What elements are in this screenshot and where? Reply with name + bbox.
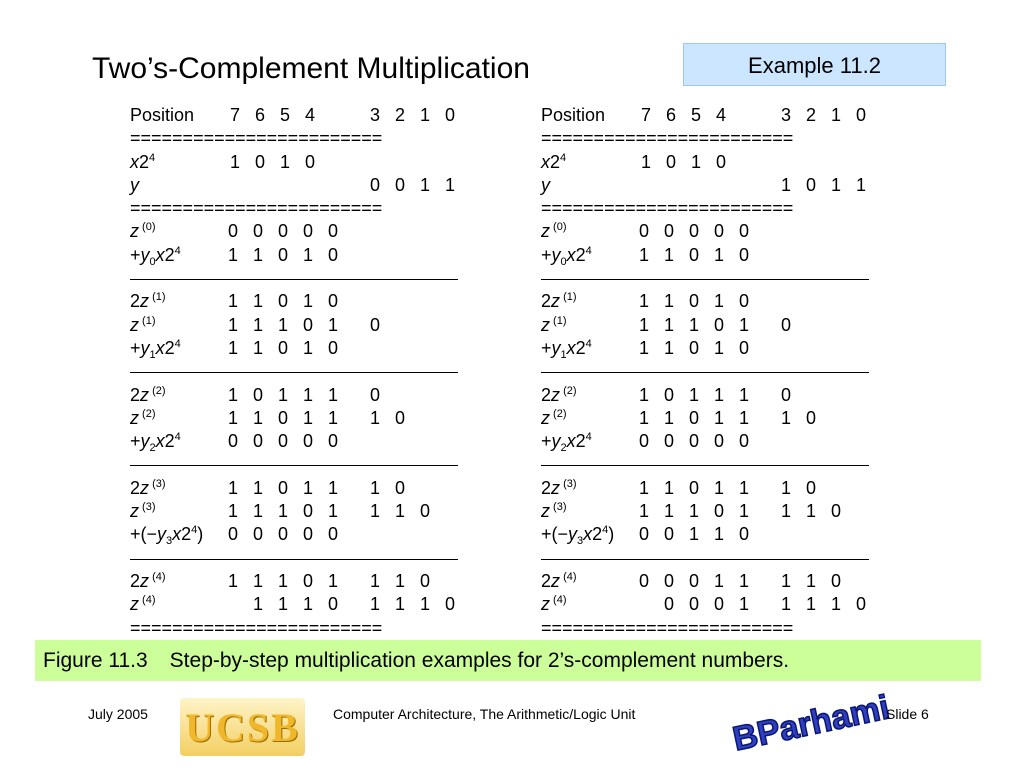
multiplier-bit: 0 xyxy=(369,174,380,195)
z0-label: z $^{(0)}$ xyxy=(541,221,567,242)
figure-number: Figure 11.3 xyxy=(43,649,148,672)
twice-z2-bit: 1 xyxy=(688,384,699,405)
twice-z2-label: 2z $^{(2)}$ xyxy=(130,384,166,405)
z4-bit: 1 xyxy=(738,594,749,615)
twice-z3-bit: 1 xyxy=(252,477,263,498)
z2-bit: 1 xyxy=(713,407,724,428)
minus-y3x-label: $+(-y_3x2^4)$ xyxy=(541,524,615,548)
z1-row xyxy=(130,314,470,337)
double-rule-row xyxy=(541,617,881,640)
double-rule: ======================== xyxy=(541,128,794,149)
z2-label: z $^{(2)}$ xyxy=(541,407,567,428)
twice-z4-bit: 1 xyxy=(227,570,238,591)
twice-z2-bit: 0 xyxy=(663,384,674,405)
twice-z4-bit: 1 xyxy=(369,570,380,591)
author-signature-logo xyxy=(725,688,893,762)
y1x-bit: 1 xyxy=(638,337,649,358)
position-number: 5 xyxy=(279,105,290,125)
y1x-row xyxy=(130,337,470,360)
z3-bit: 0 xyxy=(419,501,430,522)
separator-line xyxy=(541,279,869,280)
z1-bit: 1 xyxy=(688,314,699,335)
twice-z4-row xyxy=(541,570,881,593)
twice-z4-bit: 1 xyxy=(252,570,263,591)
y0x-label: $+y_0x2^4$ xyxy=(541,244,592,268)
double-rule: ======================== xyxy=(130,617,383,638)
twice-z3-row xyxy=(541,477,881,500)
slide-title: Two’s-Complement Multiplication xyxy=(92,52,530,85)
y1x-label: $+y_1x2^4$ xyxy=(541,337,592,361)
position-label: Position xyxy=(541,105,606,125)
z2-bit: 1 xyxy=(327,407,338,428)
multiplier-bit: 0 xyxy=(394,174,405,195)
ucsb-logo-text: UCSB xyxy=(185,705,300,750)
z0-bit: 0 xyxy=(327,221,338,242)
z4-bit: 1 xyxy=(277,594,288,615)
position-number: 1 xyxy=(419,105,430,125)
z3-bit: 1 xyxy=(688,501,699,522)
minus-y3x-row xyxy=(541,523,881,546)
twice-z3-bit: 1 xyxy=(302,477,313,498)
twice-z1-row xyxy=(130,290,470,313)
multiplier-bit: 1 xyxy=(444,174,455,195)
example-label-box xyxy=(683,43,946,86)
twice-z2-bit: 1 xyxy=(638,384,649,405)
double-rule-row xyxy=(541,197,881,220)
twice-z2-bit: 1 xyxy=(738,384,749,405)
twice-z3-bit: 0 xyxy=(277,477,288,498)
multiplicand-bit: 0 xyxy=(665,151,676,172)
y2x-bit: 0 xyxy=(227,431,238,452)
z0-row xyxy=(541,220,881,243)
z2-bit: 0 xyxy=(394,407,405,428)
z3-bit: 1 xyxy=(805,501,816,522)
z0-bit: 0 xyxy=(638,221,649,242)
y0x-bit: 1 xyxy=(302,244,313,265)
position-number: 3 xyxy=(780,105,791,125)
signature-text: BParhami xyxy=(729,688,893,759)
right-multiplication-panel xyxy=(541,104,881,640)
z3-bit: 1 xyxy=(780,501,791,522)
position-number: 2 xyxy=(805,105,816,125)
y2x-bit: 0 xyxy=(688,431,699,452)
multiplicand-bit: 1 xyxy=(690,151,701,172)
y0x-row xyxy=(130,244,470,267)
z3-bit: 1 xyxy=(369,501,380,522)
minus-y3x-bit: 0 xyxy=(327,524,338,545)
z1-bit: 1 xyxy=(277,314,288,335)
z0-bit: 0 xyxy=(252,221,263,242)
twice-z3-row xyxy=(130,477,470,500)
separator-line xyxy=(541,372,869,373)
y1x-bit: 1 xyxy=(663,337,674,358)
multiplicand-row xyxy=(541,151,881,174)
y0x-label: $+y_0x2^4$ xyxy=(130,244,181,268)
twice-z4-label: 2z $^{(4)}$ xyxy=(130,570,166,591)
twice-z3-bit: 1 xyxy=(327,477,338,498)
z4-row xyxy=(541,593,881,616)
multiplier-bit: 1 xyxy=(780,174,791,195)
twice-z1-bit: 0 xyxy=(327,291,338,312)
z3-bit: 1 xyxy=(663,501,674,522)
z0-bit: 0 xyxy=(227,221,238,242)
y1x-bit: 0 xyxy=(327,337,338,358)
z0-bit: 0 xyxy=(738,221,749,242)
separator-line xyxy=(130,559,458,560)
y1x-bit: 0 xyxy=(738,337,749,358)
z1-bit: 1 xyxy=(252,314,263,335)
z1-label: z $^{(1)}$ xyxy=(541,314,567,335)
y2x-bit: 0 xyxy=(252,431,263,452)
multiplicand-row xyxy=(130,151,470,174)
separator-row xyxy=(130,267,470,290)
twice-z3-bit: 0 xyxy=(394,477,405,498)
footer-date: July 2005 xyxy=(88,706,148,722)
z3-bit: 0 xyxy=(713,501,724,522)
y0x-bit: 1 xyxy=(663,244,674,265)
separator-line xyxy=(130,372,458,373)
y2x-bit: 0 xyxy=(327,431,338,452)
z2-label: z $^{(2)}$ xyxy=(130,407,156,428)
y2x-bit: 0 xyxy=(738,431,749,452)
position-number: 7 xyxy=(640,105,651,125)
separator-line xyxy=(541,559,869,560)
z0-bit: 0 xyxy=(713,221,724,242)
z0-bit: 0 xyxy=(688,221,699,242)
z2-bit: 1 xyxy=(369,407,380,428)
twice-z1-row xyxy=(541,290,881,313)
twice-z3-label: 2z $^{(3)}$ xyxy=(541,477,577,498)
twice-z4-bit: 1 xyxy=(738,570,749,591)
y2x-bit: 0 xyxy=(302,431,313,452)
double-rule: ======================== xyxy=(541,198,794,219)
z3-row xyxy=(541,500,881,523)
y0x-bit: 1 xyxy=(252,244,263,265)
twice-z2-label: 2z $^{(2)}$ xyxy=(541,384,577,405)
twice-z3-bit: 1 xyxy=(369,477,380,498)
y2x-bit: 0 xyxy=(638,431,649,452)
z4-bit: 1 xyxy=(780,594,791,615)
z0-bit: 0 xyxy=(277,221,288,242)
multiplier-label: y xyxy=(541,174,550,195)
twice-z2-bit: 0 xyxy=(369,384,380,405)
z3-bit: 1 xyxy=(327,501,338,522)
multiplier-bit: 0 xyxy=(805,174,816,195)
separator-line xyxy=(130,279,458,280)
position-number: 0 xyxy=(444,105,455,125)
twice-z1-bit: 1 xyxy=(302,291,313,312)
minus-y3x-bit: 0 xyxy=(277,524,288,545)
y0x-bit: 1 xyxy=(638,244,649,265)
separator-row xyxy=(541,267,881,290)
multiplier-bit: 1 xyxy=(830,174,841,195)
z2-bit: 1 xyxy=(227,407,238,428)
z3-bit: 1 xyxy=(252,501,263,522)
twice-z2-row xyxy=(130,384,470,407)
z2-bit: 0 xyxy=(805,407,816,428)
z4-bit: 0 xyxy=(444,594,455,615)
multiplier-row xyxy=(541,174,881,197)
z4-bit: 0 xyxy=(663,594,674,615)
twice-z4-bit: 0 xyxy=(663,570,674,591)
position-header-row xyxy=(130,104,470,127)
z4-bit: 0 xyxy=(855,594,866,615)
twice-z2-bit: 1 xyxy=(277,384,288,405)
twice-z2-bit: 1 xyxy=(327,384,338,405)
twice-z1-label: 2z $^{(1)}$ xyxy=(541,291,577,312)
multiplicand-bit: 1 xyxy=(229,151,240,172)
z1-bit: 0 xyxy=(369,314,380,335)
twice-z2-bit: 0 xyxy=(780,384,791,405)
z4-bit: 1 xyxy=(252,594,263,615)
position-number: 7 xyxy=(229,105,240,125)
twice-z4-bit: 0 xyxy=(830,570,841,591)
twice-z1-bit: 1 xyxy=(227,291,238,312)
z3-bit: 1 xyxy=(227,501,238,522)
multiplicand-label: $x2^4$ xyxy=(130,151,156,172)
z4-bit: 1 xyxy=(394,594,405,615)
z1-bit: 1 xyxy=(738,314,749,335)
z3-label: z $^{(3)}$ xyxy=(130,501,156,522)
z2-bit: 1 xyxy=(302,407,313,428)
z4-bit: 1 xyxy=(805,594,816,615)
y1x-bit: 0 xyxy=(688,337,699,358)
z2-row xyxy=(541,407,881,430)
minus-y3x-bit: 0 xyxy=(252,524,263,545)
twice-z1-bit: 0 xyxy=(688,291,699,312)
z1-bit: 0 xyxy=(302,314,313,335)
y0x-bit: 0 xyxy=(327,244,338,265)
position-label: Position xyxy=(130,105,195,125)
footer-slide-number: Slide 6 xyxy=(886,706,929,722)
double-rule: ======================== xyxy=(130,128,383,149)
y0x-bit: 0 xyxy=(738,244,749,265)
twice-z2-bit: 0 xyxy=(252,384,263,405)
multiplicand-bit: 0 xyxy=(254,151,265,172)
minus-y3x-label: $+(-y_3x2^4)$ xyxy=(130,524,204,548)
y1x-bit: 1 xyxy=(713,337,724,358)
z4-row xyxy=(130,593,470,616)
z0-row xyxy=(130,220,470,243)
minus-y3x-bit: 0 xyxy=(227,524,238,545)
z2-bit: 1 xyxy=(638,407,649,428)
minus-y3x-bit: 0 xyxy=(638,524,649,545)
y1x-row xyxy=(541,337,881,360)
separator-row xyxy=(130,453,470,476)
minus-y3x-bit: 0 xyxy=(302,524,313,545)
z4-bit: 1 xyxy=(302,594,313,615)
twice-z3-bit: 1 xyxy=(738,477,749,498)
z3-row xyxy=(130,500,470,523)
z3-bit: 1 xyxy=(738,501,749,522)
multiplicand-bit: 0 xyxy=(304,151,315,172)
position-number: 4 xyxy=(715,105,726,125)
position-number: 6 xyxy=(254,105,265,125)
multiplier-bit: 1 xyxy=(419,174,430,195)
twice-z4-bit: 1 xyxy=(713,570,724,591)
ucsb-logo xyxy=(180,698,305,756)
z0-bit: 0 xyxy=(302,221,313,242)
z2-bit: 0 xyxy=(688,407,699,428)
y1x-bit: 1 xyxy=(252,337,263,358)
multiplier-bit: 1 xyxy=(855,174,866,195)
double-rule-row xyxy=(541,127,881,150)
twice-z3-bit: 1 xyxy=(780,477,791,498)
figure-caption-text: Step-by-step multiplication examples for 2’s-complement numbers. xyxy=(169,649,790,672)
twice-z2-bit: 1 xyxy=(302,384,313,405)
twice-z3-bit: 1 xyxy=(227,477,238,498)
z1-label: z $^{(1)}$ xyxy=(130,314,156,335)
y1x-bit: 1 xyxy=(227,337,238,358)
position-header-row xyxy=(541,104,881,127)
position-number: 0 xyxy=(855,105,866,125)
twice-z3-bit: 0 xyxy=(688,477,699,498)
z4-bit: 1 xyxy=(419,594,430,615)
position-number: 1 xyxy=(830,105,841,125)
twice-z3-bit: 1 xyxy=(638,477,649,498)
y0x-row xyxy=(541,244,881,267)
z3-bit: 0 xyxy=(830,501,841,522)
y0x-bit: 1 xyxy=(713,244,724,265)
double-rule-row xyxy=(130,197,470,220)
z0-label: z $^{(0)}$ xyxy=(130,221,156,242)
z4-bit: 0 xyxy=(327,594,338,615)
z4-bit: 0 xyxy=(688,594,699,615)
minus-y3x-bit: 1 xyxy=(713,524,724,545)
twice-z4-bit: 1 xyxy=(277,570,288,591)
twice-z4-bit: 0 xyxy=(688,570,699,591)
twice-z3-label: 2z $^{(3)}$ xyxy=(130,477,166,498)
z4-bit: 1 xyxy=(830,594,841,615)
y2x-label: $+y_2x2^4$ xyxy=(130,431,181,455)
separator-row xyxy=(541,360,881,383)
z4-label: z $^{(4)}$ xyxy=(541,594,567,615)
double-rule: ======================== xyxy=(130,198,383,219)
y1x-bit: 0 xyxy=(277,337,288,358)
twice-z1-bit: 1 xyxy=(638,291,649,312)
twice-z1-bit: 0 xyxy=(277,291,288,312)
minus-y3x-bit: 0 xyxy=(663,524,674,545)
example-label: Example 11.2 xyxy=(748,53,881,78)
z2-row xyxy=(130,407,470,430)
twice-z1-bit: 1 xyxy=(713,291,724,312)
twice-z2-row xyxy=(541,384,881,407)
position-number: 2 xyxy=(394,105,405,125)
z2-bit: 1 xyxy=(252,407,263,428)
z3-label: z $^{(3)}$ xyxy=(541,501,567,522)
twice-z4-bit: 0 xyxy=(419,570,430,591)
separator-line xyxy=(541,465,869,466)
minus-y3x-bit: 0 xyxy=(738,524,749,545)
y0x-bit: 0 xyxy=(277,244,288,265)
twice-z3-bit: 0 xyxy=(805,477,816,498)
twice-z4-bit: 1 xyxy=(327,570,338,591)
separator-row xyxy=(130,547,470,570)
position-number: 5 xyxy=(690,105,701,125)
y2x-label: $+y_2x2^4$ xyxy=(541,431,592,455)
twice-z2-bit: 1 xyxy=(227,384,238,405)
twice-z2-bit: 1 xyxy=(713,384,724,405)
separator-row xyxy=(541,547,881,570)
twice-z1-bit: 0 xyxy=(738,291,749,312)
figure-caption xyxy=(35,640,981,681)
twice-z3-bit: 1 xyxy=(663,477,674,498)
z3-bit: 1 xyxy=(638,501,649,522)
y2x-row xyxy=(130,430,470,453)
multiplier-row xyxy=(130,174,470,197)
footer-course-title: Computer Architecture, The Arithmetic/Logic Unit xyxy=(333,706,636,722)
z2-bit: 1 xyxy=(663,407,674,428)
twice-z1-bit: 1 xyxy=(663,291,674,312)
position-number: 3 xyxy=(369,105,380,125)
minus-y3x-row xyxy=(130,523,470,546)
y0x-bit: 1 xyxy=(227,244,238,265)
twice-z4-label: 2z $^{(4)}$ xyxy=(541,570,577,591)
twice-z1-bit: 1 xyxy=(252,291,263,312)
multiplier-label: y xyxy=(130,174,139,195)
z1-bit: 1 xyxy=(327,314,338,335)
z1-row xyxy=(541,314,881,337)
z4-label: z $^{(4)}$ xyxy=(130,594,156,615)
minus-y3x-bit: 1 xyxy=(688,524,699,545)
z4-bit: 1 xyxy=(369,594,380,615)
separator-line xyxy=(130,465,458,466)
z1-bit: 1 xyxy=(638,314,649,335)
y2x-bit: 0 xyxy=(277,431,288,452)
position-number: 4 xyxy=(304,105,315,125)
y1x-bit: 1 xyxy=(302,337,313,358)
left-multiplication-panel xyxy=(130,104,470,640)
multiplicand-bit: 1 xyxy=(279,151,290,172)
multiplicand-label: $x2^4$ xyxy=(541,151,567,172)
z1-bit: 1 xyxy=(663,314,674,335)
z3-bit: 0 xyxy=(302,501,313,522)
z1-bit: 0 xyxy=(713,314,724,335)
twice-z4-bit: 0 xyxy=(302,570,313,591)
twice-z4-bit: 1 xyxy=(780,570,791,591)
z2-bit: 0 xyxy=(277,407,288,428)
z4-bit: 0 xyxy=(713,594,724,615)
y1x-label: $+y_1x2^4$ xyxy=(130,337,181,361)
y2x-bit: 0 xyxy=(663,431,674,452)
separator-row xyxy=(541,453,881,476)
y2x-row xyxy=(541,430,881,453)
z3-bit: 1 xyxy=(394,501,405,522)
double-rule-row xyxy=(130,617,470,640)
double-rule-row xyxy=(130,127,470,150)
z3-bit: 1 xyxy=(277,501,288,522)
z0-bit: 0 xyxy=(663,221,674,242)
twice-z4-row xyxy=(130,570,470,593)
position-number: 6 xyxy=(665,105,676,125)
twice-z3-bit: 1 xyxy=(713,477,724,498)
multiplicand-bit: 1 xyxy=(640,151,651,172)
twice-z4-bit: 0 xyxy=(638,570,649,591)
multiplicand-bit: 0 xyxy=(715,151,726,172)
z1-bit: 1 xyxy=(227,314,238,335)
z2-bit: 1 xyxy=(738,407,749,428)
separator-row xyxy=(130,360,470,383)
z1-bit: 0 xyxy=(780,314,791,335)
twice-z4-bit: 1 xyxy=(805,570,816,591)
twice-z1-label: 2z $^{(1)}$ xyxy=(130,291,166,312)
z2-bit: 1 xyxy=(780,407,791,428)
y2x-bit: 0 xyxy=(713,431,724,452)
y0x-bit: 0 xyxy=(688,244,699,265)
twice-z4-bit: 1 xyxy=(394,570,405,591)
double-rule: ======================== xyxy=(541,617,794,638)
